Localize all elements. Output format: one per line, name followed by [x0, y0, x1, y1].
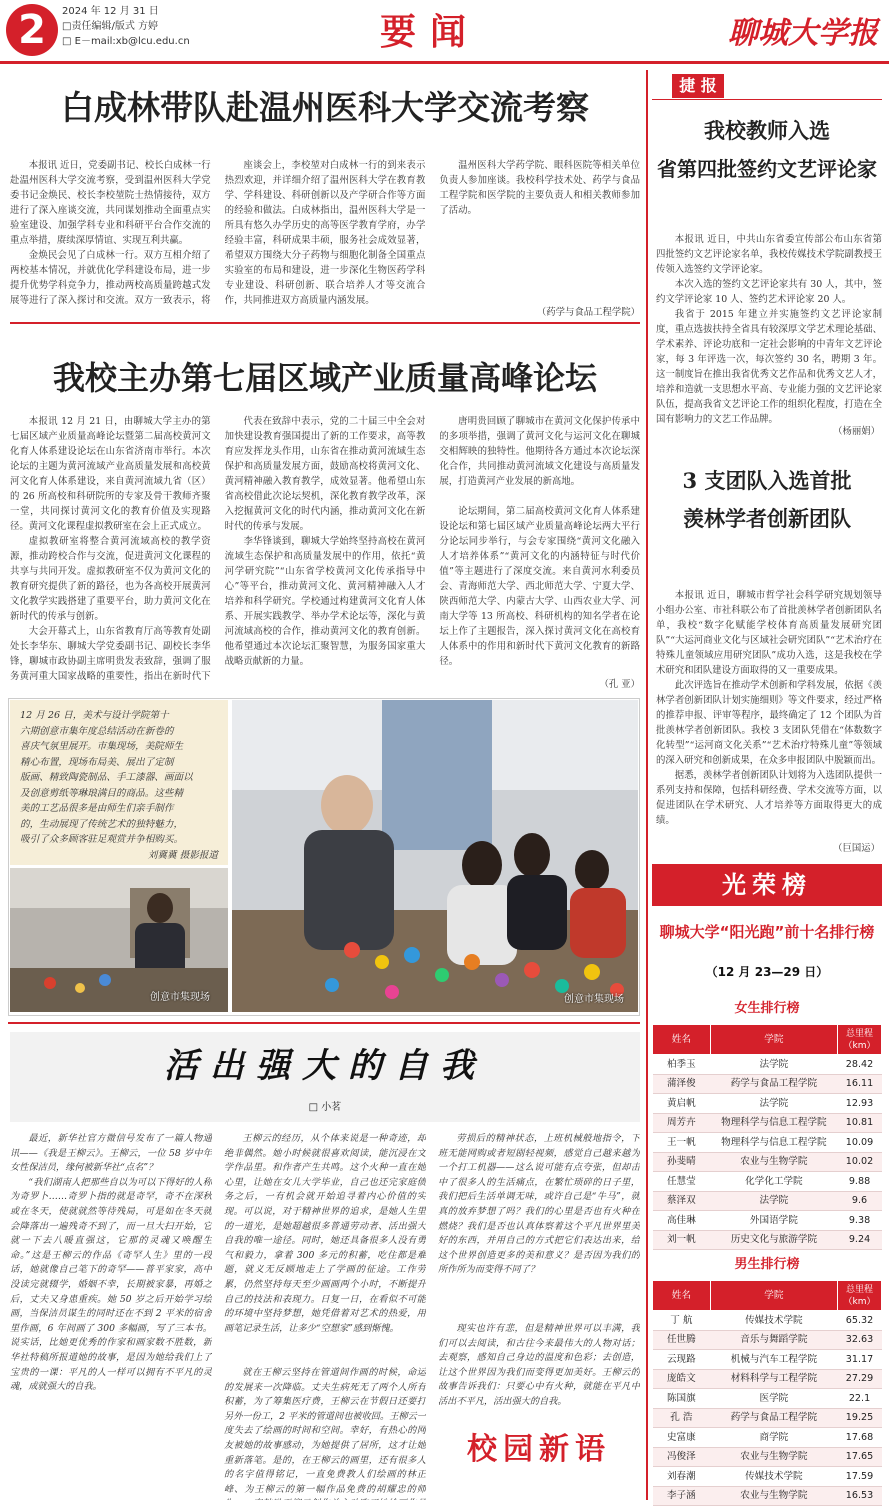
table-row: [653, 1389, 882, 1409]
paragraph: 本报讯 近日，党委副书记、校长白成林一行赴温州医科大学交流考察，受到温州医科大学党委书记金焕民、校长李校堃院士热情接待，双方进行了深入座谈交流，共同谋划推动全面重点实验室建设、加强学科专业和科研平台合作交流的重点举措，赓续深厚情谊、实现互利共赢。: [10, 160, 211, 246]
column-header: 学院: [710, 1281, 837, 1311]
news2-body: [656, 588, 882, 848]
total-distance: 17.65: [838, 1447, 882, 1467]
caption-line: 精心布置，现场布局美、展出了定制: [20, 756, 174, 768]
total-distance: 17.68: [838, 1428, 882, 1448]
total-distance: 32.63: [838, 1330, 882, 1350]
total-distance: 65.32: [838, 1311, 882, 1331]
runner-name: 孔 浩: [653, 1408, 711, 1428]
article1-title: 白成林带队赴温州医科大学交流考察: [61, 88, 589, 127]
table-row: [653, 1191, 882, 1211]
paragraph: 劳损后的精神状态，上班机械般地指令，下班无能网购或者短剧轻视频，感觉自己越来越为一个打工机器——这么说可能有点夸张，但却击中了很多人的生活痛点，在繁忙琐碎的日子里，我们把后生活单调无味，或许自己是“牛马”，就真的放弃梦想了吗？我们的心里是否也有火种在燃烧？我们是否也认真体察着这个平凡世界里美好的东西，并用自己的方式把它们表达出来，给这个世界创造更多的美和意义？是否因为我们的所作所为而变得不同了？: [438, 1133, 640, 1276]
column-header: 总里程（km）: [838, 1025, 882, 1055]
title-line: 我校教师入选: [704, 118, 830, 143]
college-name: 材料科学与工程学院: [710, 1369, 837, 1389]
runner-name: 柏季玉: [653, 1055, 711, 1075]
college-name: 历史文化与旅游学院: [710, 1230, 837, 1250]
male-ranking-table: [652, 1280, 882, 1506]
caption-line: 吸引了众多顾客驻足观赏并争相购买。: [20, 834, 184, 845]
runner-name: 冯俊泽: [653, 1447, 711, 1467]
runner-name: 丁 航: [653, 1311, 711, 1331]
paragraph: 最近，新华社官方微信号发布了一篇人物通讯——《我是王柳云》。王柳云，一位 58 岁中年女性保洁员，缘何被新华社“点名”？: [10, 1133, 212, 1174]
table-row: [653, 1133, 882, 1153]
article2-signature: （孔 亚）: [599, 679, 640, 690]
caption-line: 喜庆气氛里展开。市集现场，美院师生: [20, 741, 184, 752]
paragraph: 本报讯 12 月 21 日，由聊城大学主办的第七届区域产业质量高峰论坛暨第二届高校黄河文化育人体系建设论坛在山东省济南市举行。本次论坛的主题为黄河流域产业高质量发展和高校黄河文化育人体系建设，来自黄河流域九省（区）的 26 所高校和科研院所的专家及骨干教师齐聚一堂，共同探讨黄河文化的教育价值及实现路径。黄河文化课程虚拟教研室在会上正式成立。: [10, 416, 211, 532]
runner-name: 刘春潮: [653, 1467, 711, 1487]
college-name: 传媒技术学院: [710, 1467, 837, 1487]
paragraph: 虚拟教研室将整合黄河流域高校的教学资源，推动跨校合作与交流，促进黄河文化课程的共享与共同开发。虚拟教研室不仅为黄河文化的教育研究提供了新的路径，也为各高校开展黄河文化教学实践搭建了重要平台，助力黄河文化在新时代的传承与创新。: [10, 536, 211, 622]
photo-credit: 刘冀冀 摄影报道: [147, 849, 218, 861]
editor-line: □责任编辑/版式 方婷: [62, 21, 158, 32]
total-distance: 9.24: [838, 1230, 882, 1250]
paragraph: 金焕民会见了白成林一行。双方互相介绍了两校基本情况，并就优化学科建设布局，进一步提升优势学科竞争力，推动两校高质量跨越式发展等进行了深入探讨和交流。双方一致表示，将: [10, 250, 211, 306]
news2-signature: （巨国运）: [833, 843, 880, 854]
table-row: [653, 1311, 882, 1331]
total-distance: 16.53: [838, 1486, 882, 1506]
college-name: 传媒技术学院: [710, 1311, 837, 1331]
paragraph: 就在王柳云坚持在管道间作画的时候，命运的发展来一次降临。丈夫生病死无了两个人所有积蓄，为了筹集医疗费，王柳云在节假日还要打另外一份工，2 平米的管道间也被收回。王柳云一度失去了绘画的时间和空间。幸好，有热心的网友被她的故事感动，为她提供了居所，这才让她重新落笔。是的，在王柳云的画里，还有很多人的名字值得铭记，一直免费教人们绘画的林正峰、为王柳云的第一幅作品免费的胡耀忠的师: [224, 1367, 426, 1495]
photo-watermark: 创意市集现场: [150, 992, 210, 1003]
paragraph: 温州医科大学药学院、眼科医院等相关单位负责人参加座谈。我校科学技术处、药学与食品工程学院和医学院的主要负责人和相关教师参加了活动。: [439, 160, 640, 216]
runner-name: 刘一帆: [653, 1230, 711, 1250]
paragraph: 我省于 2015 年建立并实施签约文艺评论家制度，重点选拔扶持全省具有较深厚文学艺术理论基础、学术素养、评论功底和一定社会影响的中青年文艺评论家，每 3 年评选一次，每次签约 30 名，聘期 3 年。这一制度旨在推出我省优秀文艺作品和优秀文艺人才，培养和造就一支思想水平高、专业能力强的文艺评论家队伍，提高我省文艺评论工作的组织化程度，打造在全国有影响力的文艺工作品牌。: [656, 309, 882, 425]
paragraph: 此次评选旨在推动学术创新和学科发展，依据《羡林学者创新团队计划实施细则》等文件要求，经过严格的推荐申报、评审等程序，最终确定了 12 个团队为首批羡林学者创新团队。我校 3 支团队凭借在“体数数字化转型”“运河商文化关系”“艺术治疗特殊儿童”等领域的深入研究和创新成果，在众多申报团队中脱颖而出。: [656, 680, 882, 766]
college-name: 农业与生物学院: [710, 1447, 837, 1467]
news1-title: [652, 112, 882, 188]
college-name: 药学与食品工程学院: [710, 1074, 837, 1094]
table-row: [653, 1369, 882, 1389]
paragraph: 本报讯 近日，聊城市哲学社会科学研究规划领导小组办公室、市社科联公布了首批羡林学者创新团队名单，我校“数字化赋能学校体育高质量发展研究团队”“大运河商业文化与区域社会研究团队”“艺术治疗在特殊儿童领域应用研究团队”成功入选，这是我校在学术研究和团队建设方面取得的又一重要成果。: [656, 590, 882, 676]
college-name: 农业与生物学院: [710, 1152, 837, 1172]
total-distance: 9.38: [838, 1211, 882, 1231]
runner-name: 周芳卉: [653, 1113, 711, 1133]
college-name: 法学院: [710, 1191, 837, 1211]
caption-line: 美的工艺品很多是由师生们亲手制作: [20, 803, 174, 814]
paragraph: 李华锋谈到，聊城大学始终坚持高校在黄河流域生态保护和高质量发展中的作用，依托“黄河学研究院”“山东省学校黄河文化传承指导中心”等平台，推动黄河文化、黄河精神融入人才培养和科学研究。学校通过构建黄河文化育人体系、开展实践教学、举办学术论坛等，深化与黄河流域高校的合作，推动黄河文化的教育创新。他希望通过本次论坛汇聚智慧，为服务国家重大战略贡献新的力量。: [224, 536, 426, 667]
paragraph: 代表在致辞中表示，党的二十届三中全会对加快建设教育强国提出了新的工作要求，高等教育应发挥龙头作用，山东省在推动黄河流域生态保护和高质量发展方面，鼓励高校将黄河文化、黄河精神融入教育教学，成效显著。他希望山东省高校借此次论坛契机，深化教育教学改革，深入挖掘黄河文化的时代内涵，推动黄河文化在新时代的传承与发展。: [224, 416, 426, 532]
total-distance: 12.93: [838, 1094, 882, 1114]
runner-name: 孙斐晴: [653, 1152, 711, 1172]
female-ranking-table: [652, 1024, 882, 1250]
article1-body: [10, 158, 640, 318]
runner-name: 任慧莹: [653, 1172, 711, 1192]
paragraph: 本次入选的签约文艺评论家共有 30 人，其中，签约文学评论家 10 人、签约艺术评论家 20 人。: [656, 279, 882, 305]
masthead-logo: 聊城大学报: [728, 16, 878, 51]
runner-name: 蒲泽俊: [653, 1074, 711, 1094]
column-header: 总里程（km）: [838, 1281, 882, 1311]
title-line: 省第四批签约文艺评论家: [657, 157, 877, 181]
table-row: [653, 1094, 882, 1114]
express-label: 捷 报: [672, 74, 724, 98]
divider: [10, 322, 640, 324]
runner-name: 陈国旗: [653, 1389, 711, 1409]
paragraph: 论坛期间，第二届高校黄河文化育人体系建设论坛和第七届区域产业质量高峰论坛两大平行分论坛同步举行，与会专家围绕“黄河文化融入人才培养体系”“黄河文化的内涵特征与时代价值”等主题进行了深度交流。来自黄河水利委员会、青海师范大学、西北师范大学、宁夏大学、陕西师范大学、内蒙古大学、山西农业大学、河南大学等 13 所高校、科研机构的知名学者在论坛上作了主题报告，深入探讨黄河文化在高校育人体系中的作用和新时代下黄河文化教育的新路径。: [439, 506, 640, 667]
paragraph: 座谈会上，李校堃对白成林一行的到来表示热烈欢迎，并详细介绍了温州医科大学在教育教学、学科建设、科研创新以及产学研合作等方面的经验和做法。白成林指出，温州医科大学是一所具有悠久办学历史的高等医学教育学府，办学经验丰富，科研成果丰硕，服务社会成效显著，希望双方围绕大分子药物与细胞化制备全国重点实验室的布局和建设，进一步深化生物医药学科专业建设、科研创新、联合培养人才等交流合作，共同推进双方高质量内涵发展。: [224, 160, 426, 306]
caption-line: 及创意剪纸等琳琅满目的商品。这些精: [20, 787, 184, 799]
runner-name: 蔡泽双: [653, 1191, 711, 1211]
runner-name: 李子涵: [653, 1486, 711, 1506]
news1-signature: （杨丽娟）: [833, 426, 880, 437]
college-name: 物理科学与信息工程学院: [710, 1113, 837, 1133]
column-divider: [646, 70, 648, 1500]
caption-line: 的，生动展现了传统艺术的独特魅力，: [20, 818, 184, 830]
page-number: 2: [6, 4, 58, 56]
runner-name: 史富康: [653, 1428, 711, 1448]
honor-title: 聊城大学“阳光跑”前十名排行榜: [659, 923, 875, 941]
table-row: [653, 1074, 882, 1094]
college-name: 法学院: [710, 1055, 837, 1075]
date-range: （12 月 23—29 日）: [705, 965, 829, 979]
photo-caption: [10, 700, 228, 865]
divider: [8, 1022, 640, 1024]
college-name: 商学院: [710, 1428, 837, 1448]
female-ranking-heading: 女生排行榜: [734, 1001, 800, 1016]
table-row: [653, 1172, 882, 1192]
market-photo-small: [10, 868, 228, 1012]
college-name: 机械与汽车工程学院: [710, 1350, 837, 1370]
total-distance: 10.09: [838, 1133, 882, 1153]
table-row: [653, 1152, 882, 1172]
college-name: 农业与生物学院: [710, 1486, 837, 1506]
total-distance: 9.6: [838, 1191, 882, 1211]
issue-date: 2024 年 12 月 31 日: [62, 6, 159, 17]
college-name: 药学与食品工程学院: [710, 1408, 837, 1428]
table-row: [653, 1330, 882, 1350]
news1-body: [656, 232, 882, 432]
college-name: 法学院: [710, 1094, 837, 1114]
essay-title: 活出强大的自我: [164, 1046, 486, 1086]
total-distance: 28.42: [838, 1055, 882, 1075]
honor-roll-banner: 光荣榜: [652, 864, 882, 906]
email-line: □ E－mail:xb@lcu.edu.cn: [62, 36, 190, 47]
total-distance: 31.17: [838, 1350, 882, 1370]
table-row: [653, 1350, 882, 1370]
column-header: 姓名: [653, 1281, 711, 1311]
paragraph: 据悉，羡林学者创新团队计划将为入选团队提供一系列支持和保障，包括科研经费、学术交流等方面，以促进团队在学术研究、人才培养等方面取得更大的成绩。: [656, 770, 882, 826]
caption-line: 12 月 26 日，美术与设计学院第十: [20, 710, 169, 721]
caption-line: 六期创意市集年度总结活动在新卷的: [20, 725, 174, 737]
title-line: 羡林学者创新团队: [683, 506, 851, 531]
header-meta: [62, 4, 190, 49]
table-row: [653, 1230, 882, 1250]
male-ranking-heading: 男生排行榜: [734, 1257, 800, 1272]
express-header: [652, 72, 882, 100]
market-photo-large: [232, 700, 638, 1012]
paragraph: 大会开幕式上，山东省教育厅高等教育处副处长李华东、聊城大学党委副书记、副校长李华锋，聊城市政协副主席明贵发表致辞，强调了服务黄河重大国家战略的重要性，指出在新时代下: [10, 626, 211, 682]
total-distance: 10.02: [838, 1152, 882, 1172]
runner-name: 云现路: [653, 1350, 711, 1370]
total-distance: 16.11: [838, 1074, 882, 1094]
college-name: 外国语学院: [710, 1211, 837, 1231]
column-header: 姓名: [653, 1025, 711, 1055]
news2-title: [652, 462, 882, 538]
caption-line: 版画、精致陶瓷制品、手工漆器、画面以: [20, 772, 193, 783]
article2-title: 我校主办第七届区域产业质量高峰论坛: [52, 359, 597, 397]
college-name: 音乐与舞蹈学院: [710, 1330, 837, 1350]
photo-watermark: 创意市集现场: [564, 994, 624, 1005]
title-line: 3 支团队入选首批: [682, 468, 852, 493]
table-row: [653, 1428, 882, 1448]
article2-body: [10, 414, 640, 684]
table-row: [653, 1113, 882, 1133]
total-distance: 22.1: [838, 1389, 882, 1409]
total-distance: 19.25: [838, 1408, 882, 1428]
runner-name: 黄启帆: [653, 1094, 711, 1114]
table-row: [653, 1408, 882, 1428]
table-row: [653, 1055, 882, 1075]
total-distance: 27.29: [838, 1369, 882, 1389]
total-distance: 10.81: [838, 1113, 882, 1133]
campus-column-logo: 校园新语: [442, 1424, 636, 1476]
paragraph: “我们湖南人把那些自以为可以下得好的人称为奇罗卜……奇罗卜指的就是奇罕，奇不在深秋或在冬天，使就就然等待残局，可是如在冬天就会降落出一遍残奇不到了，而一旦大扫开始，它就一下去八暖直强这，它那的灵魂又唤醒生命。”这是王柳云的作品《奇罕人生》里的一段话，她就像自己笔下的奇罕——普平家家，高中没读完就辍学，婚姻不幸，长期被家暴，再婚之后，丈夫又身患重疾。她 50 岁之后开始学习绘画，当保洁员谋生的同时还在不到 2 平米的宿舍里作画，6 年间画了 300 多幅画，写了三本书。说实话，比她更优秀的作家和画家数不胜数，新华社特稿所报道她的故事，是因为她给我们上了宝贵的一课：平凡的人一样可以拥有不平凡的灵魂，成就强大的自我。: [10, 1176, 212, 1393]
runner-name: 任世腾: [653, 1330, 711, 1350]
article1-signature: （药学与食品工程学院）: [536, 307, 640, 318]
paragraph: 本报讯 近日，中共山东省委宣传部公布山东省第四批签约文艺评论家名单，我校传媒技术学院副教授王传领入选签约文学评论家。: [656, 234, 882, 275]
paragraph: 王柳云的经历，从个体来说是一种奇迹，却绝非偶然。她小时候就很喜欢阅读，能沉浸在文学作品里。和作者产生共鸣。这个火种一直在她心里，让她在女儿大学毕业，自己也还完家庭债务之后，一有机会就开始追寻着内心价值的实现。可以说，对于精神世界的追求，是她人生里的一道光，是她超越很多普通劳动者、活出强大自我的唯一途径。同时，她还具备很多人没有勇气和毅力，拿着 300 多元的积蓄，吃住都是难题，就义无反顾地走上了学画的征途。工作劳累，仍然坚持每天至少画画两个小时，不断提升自己的技法和表现力。日复一日，在看似不可能的环境中坚持梦想，她凭借着对艺术的热爱，用画笔记录生活，让多少“空想家”感到惭愧。: [224, 1133, 426, 1334]
table-row: [653, 1447, 882, 1467]
table-row: [653, 1211, 882, 1231]
table-row: [653, 1486, 882, 1506]
college-name: 医学院: [710, 1389, 837, 1409]
runner-name: 庞皓文: [653, 1369, 711, 1389]
runner-name: 高佳琳: [653, 1211, 711, 1231]
column-header: 学院: [710, 1025, 837, 1055]
table-row: [653, 1467, 882, 1487]
section-title: 要闻: [380, 11, 481, 53]
runner-name: 王一帆: [653, 1133, 711, 1153]
paragraph: 唐明贵回顾了聊城市在黄河文化保护传承中的多项举措，强调了黄河文化与运河文化在聊城交相辉映的独特性。他期待各方通过本次论坛深化合作，共同推动黄河流域文化建设与高质量发展，打造黄河产业发展的新高地。: [439, 416, 640, 487]
paragraph: 现实也许有悲，但是精神世界可以丰满，我们可以去阅读，和古往今来最伟大的人物对话；去观察，感知自己身边的温度和色彩；去创造，让这个世界因为我们而变得更加美好。王柳云的故事告诉我们：只要心中有火种，就能在平凡中活出不平凡，活出强大的自我。: [438, 1323, 640, 1407]
total-distance: 17.59: [838, 1467, 882, 1487]
college-name: 化学化工学院: [710, 1172, 837, 1192]
college-name: 物理科学与信息工程学院: [710, 1133, 837, 1153]
essay-author: □ 小茗: [308, 1102, 342, 1113]
total-distance: 9.88: [838, 1172, 882, 1192]
